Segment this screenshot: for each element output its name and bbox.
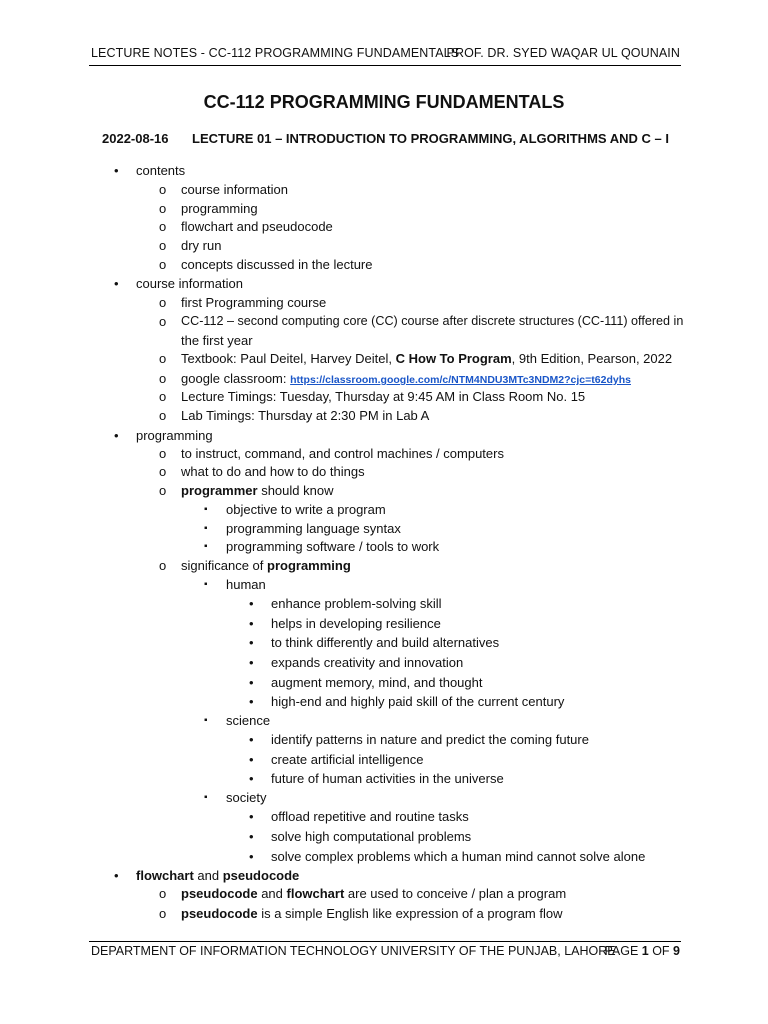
list-item: Lab Timings: Thursday at 2:30 PM in Lab A (181, 408, 430, 423)
of-label: OF (648, 944, 674, 958)
list-item: dry run (181, 238, 222, 253)
bullet-l4: • (249, 596, 254, 611)
list-item: CC-112 – second computing core (CC) course after discrete structures (CC-111) offered in (181, 314, 684, 328)
science-label: science (226, 713, 271, 728)
bullet-l1: • (114, 163, 119, 178)
list-item: first Programming course (181, 295, 327, 310)
bullet-l4: • (249, 752, 254, 767)
programmer-rest: should know (257, 483, 334, 498)
header-author: PROF. DR. SYED WAQAR UL QOUNAIN (446, 46, 680, 60)
bullet-l2: o (159, 219, 167, 234)
classroom-link[interactable]: https://classroom.google.com/c/NTM4NDU3MTc3NDM2?cjc=t62dyhs (290, 374, 631, 386)
flowchart-heading (136, 866, 299, 885)
list-item: course information (181, 182, 288, 197)
bullet-l2: o (159, 371, 167, 386)
flowchart-desc: are used to conceive / plan a program (344, 886, 567, 901)
flowchart-and: and (193, 868, 223, 883)
list-item: programming (181, 201, 258, 216)
list-item: objective to write a program (226, 502, 386, 517)
list-item: expands creativity and innovation (271, 655, 464, 670)
list-item: programming language syntax (226, 521, 401, 536)
bullet-l4: • (249, 829, 254, 844)
bullet-l2: o (159, 886, 167, 901)
list-item: high-end and highly paid skill of the current century (271, 694, 565, 709)
pseudocode-desc: is a simple English like expression of a program flow (257, 906, 563, 921)
list-item: solve high computational problems (271, 829, 472, 844)
programming-heading: programming (136, 428, 213, 443)
page-number: 1 (641, 944, 649, 958)
bullet-l2: o (159, 464, 167, 479)
bullet-l4: • (249, 655, 254, 670)
bullet-l3: ▪ (204, 579, 208, 590)
list-item: programming software / tools to work (226, 539, 440, 554)
list-item: offload repetitive and routine tasks (271, 809, 469, 824)
bullet-l3: ▪ (204, 504, 208, 515)
textbook-item (181, 349, 672, 368)
bullet-l2: o (159, 906, 167, 921)
header-course: LECTURE NOTES - CC-112 PROGRAMMING FUNDAMENTALS (91, 46, 460, 60)
pseudocode-term: pseudocode (181, 886, 258, 901)
bullet-l4: • (249, 675, 254, 690)
page-title: CC-112 PROGRAMMING FUNDAMENTALS (203, 92, 565, 112)
list-item-continuation: the first year (181, 333, 253, 348)
list-item: helps in developing resilience (271, 616, 441, 631)
list-item: solve complex problems which a human mind cannot solve alone (271, 849, 646, 864)
textbook-title: C How To Program (395, 351, 512, 366)
list-item: concepts discussed in the lecture (181, 257, 373, 272)
bullet-l3: ▪ (204, 792, 208, 803)
bullet-l2: o (159, 558, 167, 573)
list-item: to think differently and build alternatives (271, 635, 500, 650)
human-label: human (226, 577, 266, 592)
footer-department: DEPARTMENT OF INFORMATION TECHNOLOGY UNIVERSITY OF THE PUNJAB, LAHORE (91, 944, 616, 958)
page-total: 9 (673, 944, 680, 958)
bullet-l1: • (114, 276, 119, 291)
bullet-l4: • (249, 849, 254, 864)
textbook-edition: , 9th Edition, Pearson, 2022 (511, 351, 673, 366)
contents-heading: contents (136, 163, 186, 178)
bullet-l4: • (249, 771, 254, 786)
lecture-date: 2022-08-16 (102, 131, 169, 146)
footer-rule (89, 941, 681, 942)
textbook-prefix: Textbook: Paul Deitel, Harvey Deitel, (181, 351, 396, 366)
list-item: what to do and how to do things (181, 464, 365, 479)
pseudocode-bold: pseudocode (222, 868, 300, 883)
list-item: identify patterns in nature and predict the coming future (271, 732, 589, 747)
lecture-title: LECTURE 01 – INTRODUCTION TO PROGRAMMING, ALGORITHMS AND C – I (192, 131, 669, 146)
flowchart-item (181, 884, 566, 903)
bullet-l2: o (159, 257, 167, 272)
bullet-l2: o (159, 182, 167, 197)
list-item: augment memory, mind, and thought (271, 675, 483, 690)
significance-item (181, 556, 351, 575)
course-info-heading: course information (136, 276, 243, 291)
list-item: Lecture Timings: Tuesday, Thursday at 9:45 AM in Class Room No. 15 (181, 389, 586, 404)
bullet-l4: • (249, 635, 254, 650)
bullet-l3: ▪ (204, 541, 208, 552)
bullet-l1: • (114, 428, 119, 443)
bullet-l4: • (249, 732, 254, 747)
significance-bold: programming (267, 558, 351, 573)
list-item: to instruct, command, and control machines / computers (181, 446, 504, 461)
classroom-label: google classroom: (181, 371, 291, 386)
list-item: flowchart and pseudocode (181, 219, 333, 234)
page-indicator (605, 944, 681, 958)
programmer-bold: programmer (181, 483, 258, 498)
list-item: enhance problem-solving skill (271, 596, 442, 611)
bullet-l2: o (159, 389, 167, 404)
bullet-l2: o (159, 351, 167, 366)
bullet-l2: o (159, 238, 167, 253)
page-footer (89, 944, 680, 964)
bullet-l2: o (159, 201, 167, 216)
page-label: PAGE (604, 944, 642, 958)
bullet-l4: • (249, 694, 254, 709)
pseudocode-item (181, 904, 563, 923)
bullet-l2: o (159, 314, 167, 329)
bullet-l4: • (249, 616, 254, 631)
bullet-l1: • (114, 868, 119, 883)
society-label: society (226, 790, 267, 805)
bullet-l2: o (159, 483, 167, 498)
bullet-l2: o (159, 446, 167, 461)
significance-prefix: significance of (181, 558, 267, 573)
and-text: and (257, 886, 287, 901)
pseudocode-term: pseudocode (181, 906, 258, 921)
programmer-item (181, 481, 333, 500)
bullet-l2: o (159, 408, 167, 423)
bullet-l4: • (249, 809, 254, 824)
bullet-l3: ▪ (204, 715, 208, 726)
list-item: create artificial intelligence (271, 752, 424, 767)
bullet-l2: o (159, 295, 167, 310)
list-item: future of human activities in the universe (271, 771, 504, 786)
flowchart-bold: flowchart (136, 868, 194, 883)
flowchart-term: flowchart (286, 886, 345, 901)
bullet-l3: ▪ (204, 523, 208, 534)
